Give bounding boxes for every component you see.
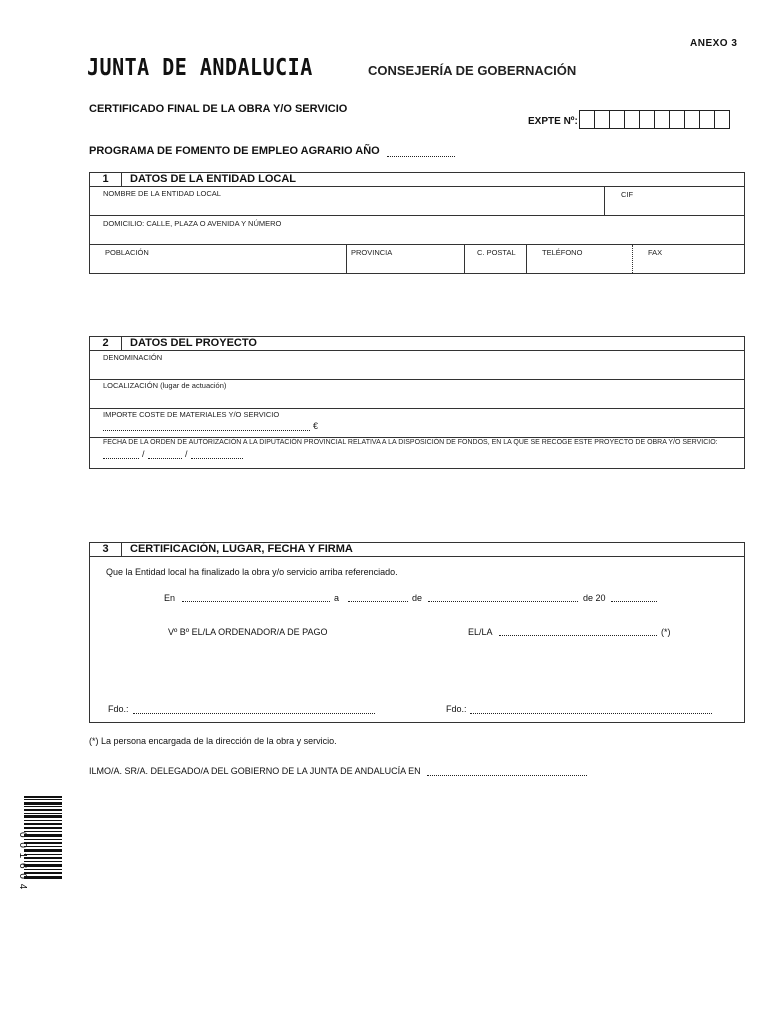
mes-field[interactable]	[428, 595, 578, 602]
divider	[632, 245, 633, 273]
cpostal-label: C. POSTAL	[477, 248, 516, 257]
section-number: 1	[90, 173, 122, 187]
divider	[604, 187, 605, 215]
cargo-asterisk: (*)	[661, 627, 671, 637]
cargo-field[interactable]	[499, 629, 657, 636]
anio-field[interactable]	[611, 595, 657, 602]
delegado-line	[89, 766, 587, 776]
delegacion-field[interactable]	[427, 767, 587, 776]
firma-ordenador-field[interactable]	[133, 706, 375, 714]
consejeria-label: CONSEJERÍA DE GOBERNACIÓN	[368, 63, 577, 78]
vb-ordenador-label: Vº Bº EL/LA ORDENADOR/A DE PAGO	[168, 627, 328, 637]
section-title: DATOS DEL PROYECTO	[130, 337, 257, 349]
section-entidad-local	[89, 172, 745, 274]
section-proyecto	[89, 336, 745, 469]
telefono-label: TELÉFONO	[542, 248, 583, 257]
section-header	[90, 337, 744, 351]
poblacion-label: POBLACIÓN	[105, 248, 149, 257]
localizacion-label: LOCALIZACIÓN (lugar de actuación)	[103, 381, 227, 390]
expte-box[interactable]	[624, 110, 640, 129]
denominacion-label: DENOMINACIÓN	[103, 353, 163, 362]
importe-label: IMPORTE COSTE DE MATERIALES Y/O SERVICIO	[103, 410, 280, 419]
en-label: En	[164, 593, 176, 603]
divider	[346, 245, 347, 273]
fecha-slash: /	[185, 449, 188, 459]
divider	[526, 245, 527, 273]
section-number: 2	[90, 337, 122, 351]
de20-label: de 20	[583, 593, 606, 603]
fecha-label: FECHA DE LA ORDEN DE AUTORIZACIÓN A LA DIPUTACIÓN PROVINCIAL RELATIVA A LA DISPOSICIÓN DE FONDOS, EN LA QUE SE RECOGE ESTE PROYECTO DE OBRA Y/O SERVICIO:	[103, 439, 718, 446]
fdo-label-right: Fdo.:	[446, 704, 467, 714]
expte-label: EXPTE Nº:	[528, 116, 578, 127]
barcode	[24, 796, 64, 880]
expte-number-boxes[interactable]	[580, 110, 730, 129]
barcode-number: 0 0 1 6 0 4	[17, 832, 28, 891]
expte-box[interactable]	[714, 110, 730, 129]
cif-label: CIF	[621, 190, 634, 199]
certificacion-intro: Que la Entidad local ha finalizado la obra y/o servicio arriba referenciado.	[106, 567, 398, 577]
programa-year-field[interactable]	[387, 156, 455, 157]
divider	[464, 245, 465, 273]
fecha-day-field[interactable]	[103, 452, 139, 459]
row-denominacion[interactable]	[90, 351, 744, 380]
expte-box[interactable]	[579, 110, 595, 129]
de-label: de	[412, 593, 423, 603]
expte-box[interactable]	[654, 110, 670, 129]
section-title: DATOS DE LA ENTIDAD LOCAL	[130, 173, 297, 185]
section-certificacion	[89, 542, 745, 723]
expte-box[interactable]	[669, 110, 685, 129]
document-title: CERTIFICADO FINAL DE LA OBRA Y/O SERVICIO	[89, 103, 348, 115]
fax-label: FAX	[648, 248, 663, 257]
dia-field[interactable]	[348, 595, 408, 602]
ella-label: EL/LA	[468, 627, 493, 637]
expte-box[interactable]	[699, 110, 715, 129]
section-header	[90, 173, 744, 187]
programa-line	[89, 145, 455, 157]
row-localizacion[interactable]	[90, 380, 744, 409]
footnote: (*) La persona encargada de la dirección de la obra y servicio.	[89, 736, 337, 746]
fecha-year-field[interactable]	[191, 452, 243, 459]
anexo-label: ANEXO 3	[690, 38, 738, 49]
expte-box[interactable]	[639, 110, 655, 129]
section-title: CERTIFICACIÓN, LUGAR, FECHA Y FIRMA	[130, 543, 353, 555]
row-fecha[interactable]	[90, 438, 744, 468]
firma-director-field[interactable]	[470, 706, 712, 714]
fdo-label-left: Fdo.:	[108, 704, 129, 714]
expte-box[interactable]	[684, 110, 700, 129]
nombre-label: NOMBRE DE LA ENTIDAD LOCAL	[103, 189, 221, 198]
expte-box[interactable]	[594, 110, 610, 129]
a-label: a	[334, 593, 340, 603]
domicilio-label: DOMICILIO: CALLE, PLAZA O AVENIDA Y NÚMERO	[103, 219, 282, 228]
euro-symbol: €	[313, 421, 319, 431]
programa-label: PROGRAMA DE FOMENTO DE EMPLEO AGRARIO AÑO	[89, 145, 380, 157]
fecha-month-field[interactable]	[148, 452, 182, 459]
lugar-field[interactable]	[182, 595, 330, 602]
row-poblacion[interactable]	[90, 245, 744, 273]
brand-logo-text: JUNTA DE ANDALUCIA	[87, 53, 313, 81]
barcode-icon	[24, 796, 64, 880]
delegado-label: ILMO/A. SR/A. DELEGADO/A DEL GOBIERNO DE LA JUNTA DE ANDALUCÍA EN	[89, 766, 421, 776]
expte-box[interactable]	[609, 110, 625, 129]
section-header	[90, 543, 744, 557]
row-importe[interactable]	[90, 409, 744, 438]
row-nombre[interactable]	[90, 187, 744, 216]
row-domicilio[interactable]	[90, 216, 744, 245]
section-number: 3	[90, 543, 122, 557]
fecha-slash: /	[142, 449, 145, 459]
provincia-label: PROVINCIA	[351, 248, 393, 257]
importe-field[interactable]	[103, 425, 310, 431]
